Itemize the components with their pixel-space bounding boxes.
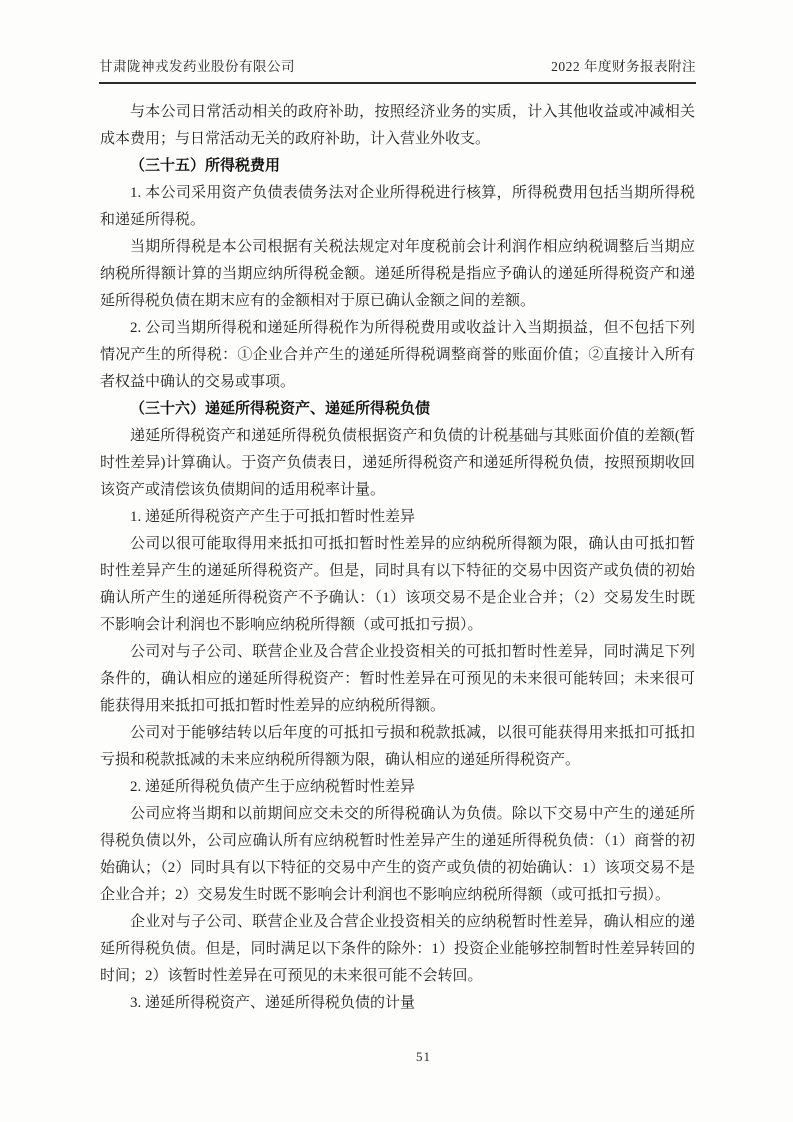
paragraph: 公司以很可能取得用来抵扣可抵扣暂时性差异的应纳税所得额为限，确认由可抵扣暂时性差异产生的递延所得税资产。但是，同时具有以下特征的交易中因资产或负债的初始确认所产生的递延所得税资产不予确认：（1）该项交易不是企业合并；（2）交易发生时既不影响会计利润也不影响应纳税所得额（或可抵扣亏损）。 [100, 536, 695, 633]
paragraph: 当期所得税是本公司根据有关税法规定对年度税前会计利润作相应纳税调整后当期应纳税所得额计算的当期应纳所得税金额。递延所得税是指应予确认的递延所得税资产和递延所得税负债在期末应有的金额相对于原已确认金额之间的差额。 [100, 239, 695, 309]
page-header [99, 55, 696, 84]
paragraph: 公司应将当期和以前期间应交未交的所得税确认为负债。除以下交易中产生的递延所得税负债以外，公司应确认所有应纳税暂时性差异产生的递延所得税负债：（1）商誉的初始确认；（2）同时具有以下特征的交易中产生的资产或负债的初始确认：1）该项交易不是企业合并；2）交易发生时既不影响会计利润也不影响应纳税所得额（或可抵扣亏损）。 [100, 806, 695, 903]
page-footer [100, 1048, 695, 1066]
paragraph: 1. 本公司采用资产负债表债务法对企业所得税进行核算，所得税费用包括当期所得税和递延所得税。 [100, 185, 695, 228]
paragraph: 与本公司日常活动相关的政府补助，按照经济业务的实质，计入其他收益或冲减相关成本费用；与日常活动无关的政府补助，计入营业外收支。 [100, 104, 695, 147]
paragraph: 2. 公司当期所得税和递延所得税作为所得税费用或收益计入当期损益，但不包括下列情况产生的所得税：①企业合并产生的递延所得税调整商誉的账面价值；②直接计入所有者权益中确认的交易或事项。 [100, 320, 695, 390]
paragraph: 1. 递延所得税资产产生于可抵扣暂时性差异 [130, 509, 416, 525]
paragraph: 公司对于能够结转以后年度的可抵扣亏损和税款抵减，以很可能获得用来抵扣可抵扣亏损和税款抵减的未来应纳税所得额为限，确认相应的递延所得税资产。 [100, 725, 695, 768]
document-body [100, 99, 695, 1017]
paragraph: 递延所得税资产和递延所得税负债根据资产和负债的计税基础与其账面价值的差额(暂时性差异)计算确认。于资产负债表日，递延所得税资产和递延所得税负债，按照预期收回该资产或清偿该负债期间的适用税率计量。 [100, 428, 695, 498]
report-title: 2022 年度财务报表附注 [551, 59, 696, 74]
section-heading: （三十六）递延所得税资产、递延所得税负债 [130, 401, 431, 417]
paragraph: 企业对与子公司、联营企业及合营企业投资相关的应纳税暂时性差异，确认相应的递延所得税负债。但是，同时满足以下条件的除外：1）投资企业能够控制暂时性差异转回的时间；2）该暂时性差异在可预见的未来很可能不会转回。 [100, 914, 695, 984]
company-name: 甘肃陇神戎发药业股份有限公司 [99, 59, 295, 74]
paragraph: 2. 递延所得税负债产生于应纳税暂时性差异 [130, 779, 416, 795]
paragraph: 公司对与子公司、联营企业及合营企业投资相关的可抵扣暂时性差异，同时满足下列条件的，确认相应的递延所得税资产：暂时性差异在可预见的未来很可能转回；未来很可能获得用来抵扣可抵扣暂时性差异的应纳税所得额。 [100, 644, 695, 714]
section-heading: （三十五）所得税费用 [130, 158, 281, 174]
paragraph: 3. 递延所得税资产、递延所得税负债的计量 [130, 995, 416, 1011]
page-number: 51 [416, 1049, 431, 1064]
